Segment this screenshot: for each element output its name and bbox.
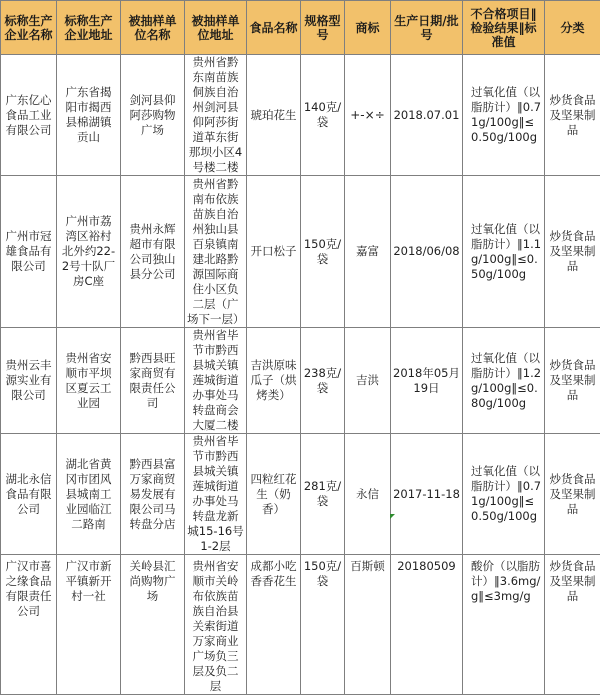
spec-cell: 238克/袋 [301,328,345,434]
food-name-cell: 开口松子 [247,176,301,328]
sampled-unit-cell: 剑河县仰阿莎购物广场 [121,55,185,176]
header-producer: 标称生产企业名称 [1,1,57,55]
header-batch: 生产日期/批号 [391,1,463,55]
brand-cell: 百斯顿 [345,555,391,695]
sampled-address-cell: 贵州省毕节市黔西县城关镇莲城街道办事处马转盘龙新城15-16号1-2层 [185,434,247,555]
result-cell: 过氧化值（以脂肪计）‖0.71g/100g‖≤0.50g/100g [463,55,545,176]
header-spec: 规格型号 [301,1,345,55]
result-cell: 过氧化值（以脂肪计）‖0.71g/100g‖≤0.50g/100g [463,434,545,555]
header-producer-address: 标称生产企业地址 [57,1,121,55]
producer-address-cell: 广汉市新平镇新开村一社 [57,555,121,695]
batch-cell: 2018.07.01 [391,55,463,176]
category-cell: 炒货食品及坚果制品 [545,55,600,176]
category-cell: 炒货食品及坚果制品 [545,328,600,434]
header-sampled-unit: 被抽样单位名称 [121,1,185,55]
table-row [1,434,600,555]
food-name-cell: 琥珀花生 [247,55,301,176]
sampled-address-cell: 贵州省黔南布依族苗族自治州独山县百泉镇南建北路黔源国际商住小区负二层（广场下一层） [185,176,247,328]
spec-cell: 140克/袋 [301,55,345,176]
food-name-cell: 成都小吃香香花生 [247,555,301,695]
brand-cell: 吉洪 [345,328,391,434]
table-row [1,176,600,328]
brand-cell: 嘉富 [345,176,391,328]
sampled-unit-cell: 关岭县汇尚购物广场 [121,555,185,695]
producer-cell: 湖北永信食品有限公司 [1,434,57,555]
producer-address-cell: 湖北省黄冈市团风县城南工业园临江二路南 [57,434,121,555]
producer-cell: 广州市冠雄食品有限公司 [1,176,57,328]
header-brand: 商标 [345,1,391,55]
table-row [1,555,600,695]
header-result: 不合格项目‖检验结果‖标准值 [463,1,545,55]
cell-comment-marker-icon [390,514,395,519]
producer-cell: 广汉市喜之缘食品有限责任公司 [1,555,57,695]
header-category: 分类 [545,1,600,55]
batch-cell: 2018/06/08 [391,176,463,328]
spec-cell: 150克/袋 [301,555,345,695]
producer-address-cell: 广东省揭阳市揭西县棉湖镇贡山 [57,55,121,176]
result-cell: 酸价（以脂肪计）‖3.6mg/g‖≤3mg/g [463,555,545,695]
category-cell: 炒货食品及坚果制品 [545,434,600,555]
spec-cell: 150克/袋 [301,176,345,328]
sampled-unit-cell: 贵州永辉超市有限公司独山县分公司 [121,176,185,328]
batch-cell: 2017-11-18 [391,434,463,555]
batch-cell: 20180509 [391,555,463,695]
table-row [1,55,600,176]
sampled-unit-cell: 黔西县旺家商贸有限责任公司 [121,328,185,434]
sampled-address-cell: 贵州省安顺市关岭布依族苗族自治县关索街道万家商业广场负三层及负二层 [185,555,247,695]
spec-cell: 281克/袋 [301,434,345,555]
sampled-address-cell: 贵州省黔东南苗族侗族自治州剑河县仰阿莎街道革东街那坝小区4号楼二楼 [185,55,247,176]
category-cell: 炒货食品及坚果制品 [545,176,600,328]
producer-cell: 广东亿心食品工业有限公司 [1,55,57,176]
sampled-address-cell: 贵州省毕节市黔西县城关镇莲城街道办事处马转盘商会大厦二楼 [185,328,247,434]
brand-cell: +-×÷ [345,55,391,176]
result-cell: 过氧化值（以脂肪计）‖1.2g/100g‖≤0.80g/100g [463,328,545,434]
food-name-cell: 吉洪原味瓜子（烘烤类） [247,328,301,434]
header-row [1,1,600,55]
brand-cell: 永信 [345,434,391,555]
sampled-unit-cell: 黔西县富万家商贸易发展有限公司马转盘分店 [121,434,185,555]
producer-address-cell: 广州市荔湾区裕村北外约22-2号十队厂房C座 [57,176,121,328]
header-sampled-address: 被抽样单位地址 [185,1,247,55]
batch-cell: 2018年05月19日 [391,328,463,434]
category-cell: 炒货食品及坚果制品 [545,555,600,695]
result-cell: 过氧化值（以脂肪计）‖1.1g/100g‖≤0.50g/100g [463,176,545,328]
table-row [1,328,600,434]
producer-address-cell: 贵州省安顺市平坝区夏云工业园 [57,328,121,434]
producer-cell: 贵州云丰源实业有限公司 [1,328,57,434]
food-name-cell: 四粒红花生（奶香） [247,434,301,555]
header-food-name: 食品名称 [247,1,301,55]
